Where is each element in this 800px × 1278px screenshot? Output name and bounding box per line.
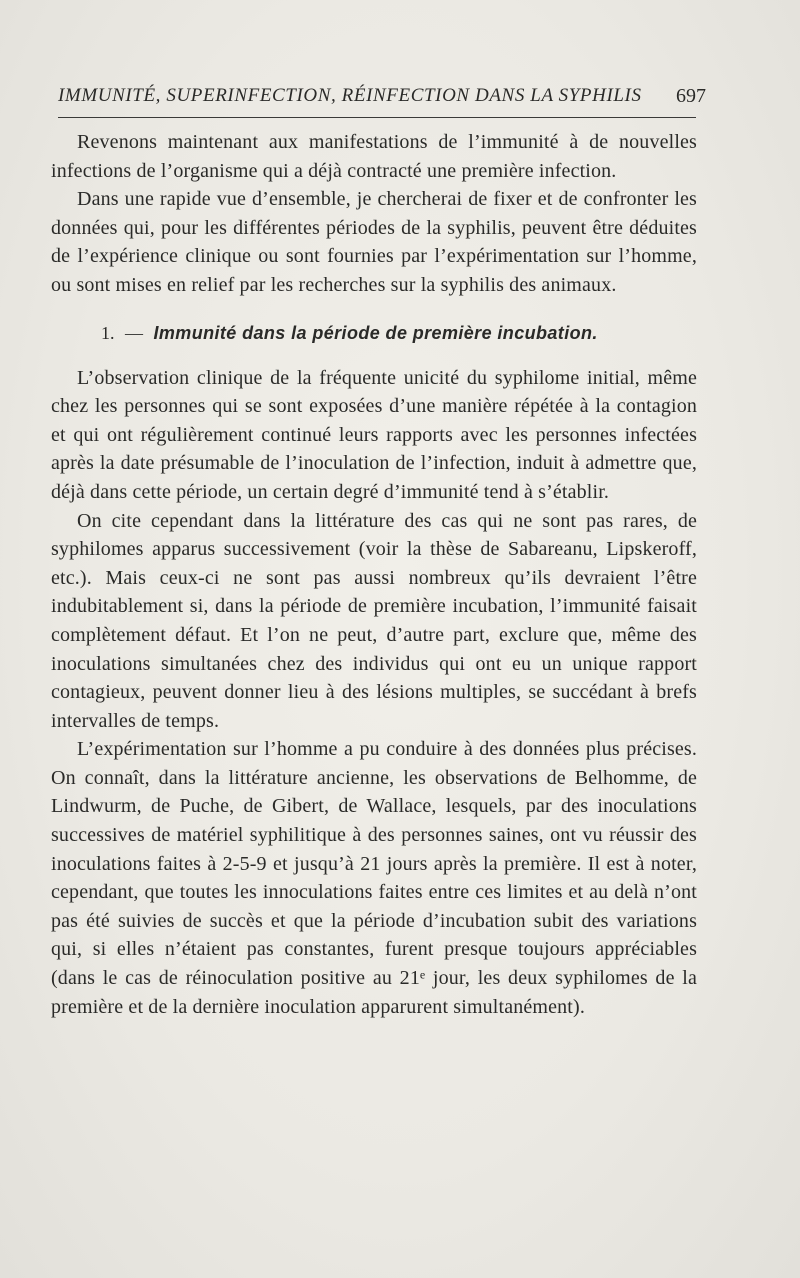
body-text — [51, 128, 697, 1021]
paragraph-section-1: L’observation clinique de la fréquente unicité du syphilome initial, même chez les personnes qui se sont exposées d’une manière répétée à la contagion et qui ont régulièrement continué leurs rapports avec les personnes infectées après la date présumable de l’inoculation de l’infection, induit à admettre que, déjà dans cette période, un certain degré d’immunité tend à s’établir. — [51, 366, 697, 503]
paragraph-intro-2: Dans une rapide vue d’ensemble, je chercherai de fixer et de confronter les données qui, pour les différentes périodes de la syphilis, peuvent être déduites de l’expérience clinique ou sont fournies par l’expérimentation sur l’homme, ou sont mises en relief par les recherches sur la syphilis des animaux. — [51, 188, 697, 296]
section-number: 1. — [101, 322, 115, 343]
section-dash: — — [125, 322, 143, 343]
paragraph-section-3: L’expérimentation sur l’homme a pu conduire à des données plus précises. On connaît, dans la littérature ancienne, les observations de Belhomme, de Lindwurm, de Puche, de Gibert, de Wallace, lesquels, par des inoculations successives de matériel syphilitique à des personnes saines, ont vu réussir des inoculations faites à 2-5-9 et jusqu’à 21 jours après la première. Il est à noter, cependant, que toutes les innoculations faites entre ces limites et au delà n’ont pas été suivies de succès et que la période d’incubation subit des variations qui, si elles n’étaient pas constantes, furent presque toujours appréciables (dans le cas de réinoculation positive au 21ᵉ jour, les deux syphilomes de la première et de la dernière inoculation apparurent simultanément). — [51, 738, 697, 1018]
page-number: 697 — [676, 85, 706, 107]
section-title: Immunité dans la période de première incubation. — [153, 322, 598, 343]
page-header — [58, 85, 706, 117]
header-rule — [58, 117, 696, 118]
paragraph-section-2: On cite cependant dans la littérature des cas qui ne sont pas rares, de syphilomes apparus successivement (voir la thèse de Sabareanu, Lipskeroff, etc.). Mais ceux-ci ne sont pas aussi nombreux qu’ils devraient l’être indubitablement si, dans la période de première incubation, l’immunité faisait complètement défaut. Et l’on ne peut, d’autre part, exclure que, même des inoculations simultanées chez des individus qui ont eu un unique rapport contagieux, peuvent donner lieu à des lésions multiples, se succédant à brefs intervalles de temps. — [51, 509, 697, 732]
running-title: IMMUNITÉ, SUPERINFECTION, RÉINFECTION DANS LA SYPHILIS — [58, 85, 642, 106]
section-heading — [51, 320, 697, 346]
paragraph-intro-1: Revenons maintenant aux manifestations de l’immunité à de nouvelles infections de l’organisme qui a déjà contracté une première infection. — [51, 131, 697, 182]
